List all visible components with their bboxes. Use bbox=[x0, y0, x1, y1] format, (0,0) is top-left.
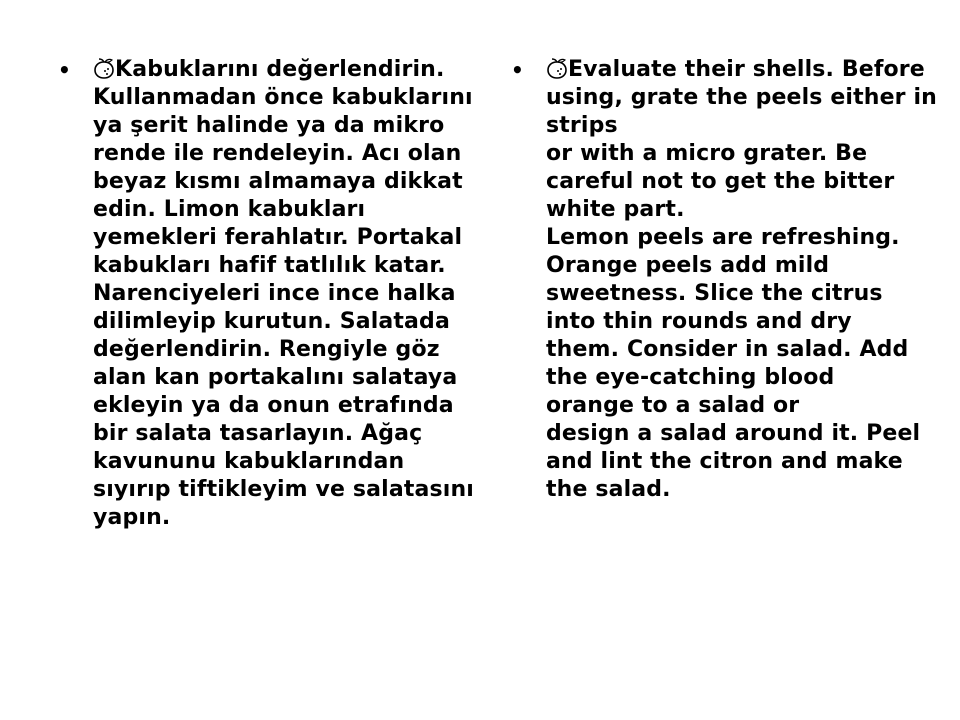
text-line: bir salata tasarlayın. Ağaç bbox=[93, 421, 423, 446]
text-line: design a salad around it. Peel bbox=[546, 421, 921, 446]
text-line: Kullanmadan önce kabuklarını bbox=[93, 85, 473, 110]
bullet: • bbox=[511, 58, 524, 82]
text-line: edin. Limon kabukları bbox=[93, 197, 366, 222]
text-line: ekleyin ya da onun etrafında bbox=[93, 393, 454, 418]
text-line: them. Consider in salad. Add bbox=[546, 337, 909, 362]
text-line: or with a micro grater. Be bbox=[546, 141, 868, 166]
citrus-icon bbox=[93, 57, 115, 79]
turkish-column bbox=[58, 56, 474, 532]
text-line: dilimleyip kurutun. Salatada bbox=[93, 309, 450, 334]
text-line bbox=[93, 56, 468, 84]
text-line: the eye-catching blood bbox=[546, 365, 835, 390]
text-line: Orange peels add mild bbox=[546, 253, 830, 278]
text-line: white part. bbox=[546, 197, 685, 222]
text-line bbox=[546, 56, 931, 84]
text-line: sıyırıp tiftikleyim ve salatasını bbox=[93, 477, 474, 502]
text-line: careful not to get the bitter bbox=[546, 169, 895, 194]
turkish-paragraph bbox=[93, 56, 474, 532]
text-line: değerlendirin. Rengiyle göz bbox=[93, 337, 440, 362]
text-line: ya şerit halinde ya da mikro bbox=[93, 113, 445, 138]
text-line: yemekleri ferahlatır. Portakal bbox=[93, 225, 463, 250]
text-line: kavununu kabuklarından bbox=[93, 449, 405, 474]
text-line: into thin rounds and dry bbox=[546, 309, 852, 334]
text-line: beyaz kısmı almamaya dikkat bbox=[93, 169, 463, 194]
bullet: • bbox=[58, 58, 71, 82]
text-line: Lemon peels are refreshing. bbox=[546, 225, 900, 250]
text-line: yapın. bbox=[93, 505, 171, 530]
text-line: rende ile rendeleyin. Acı olan bbox=[93, 141, 462, 166]
english-paragraph bbox=[546, 56, 937, 504]
text-line: sweetness. Slice the citrus bbox=[546, 281, 883, 306]
citrus-icon bbox=[546, 57, 568, 79]
text-line: orange to a salad or bbox=[546, 393, 800, 418]
text-line: using, grate the peels either in bbox=[546, 85, 937, 110]
text-line: strips bbox=[546, 113, 618, 138]
text-line: alan kan portakalını salataya bbox=[93, 365, 458, 390]
english-column bbox=[511, 56, 937, 504]
text-line: and lint the citron and make bbox=[546, 449, 903, 474]
text-line: kabukları hafif tatlılık katar. bbox=[93, 253, 446, 278]
text-line: the salad. bbox=[546, 477, 671, 502]
text-line-content: Kabuklarını değerlendirin. bbox=[115, 57, 445, 82]
text-line: Narenciyeleri ince ince halka bbox=[93, 281, 456, 306]
text-line-content: Evaluate their shells. Before bbox=[568, 57, 925, 82]
